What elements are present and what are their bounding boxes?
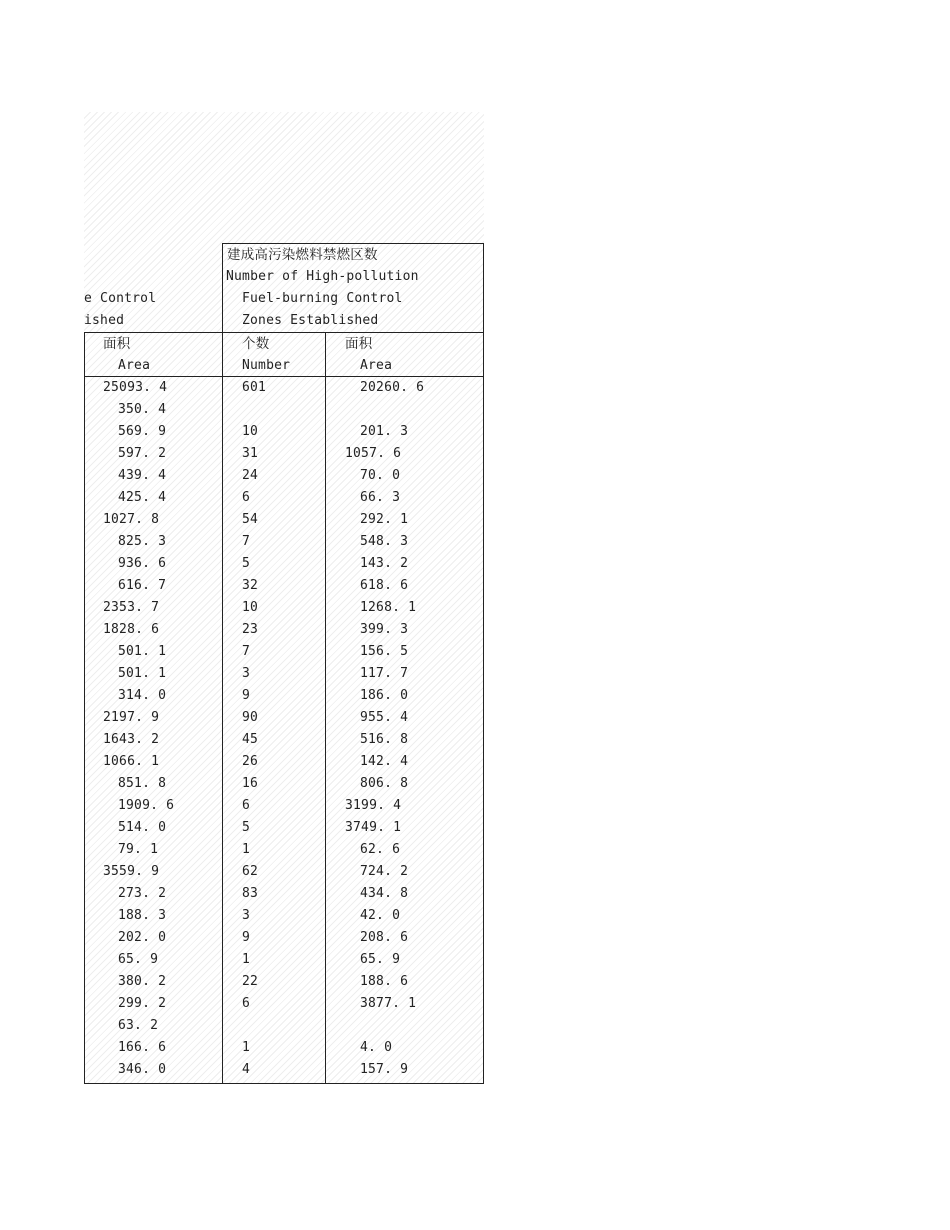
row-area-cell: 1828. 6 [103, 622, 160, 637]
row-area2-cell: 3877. 1 [360, 996, 417, 1011]
row-area2-cell: 208. 6 [360, 930, 409, 945]
group-title-en-1: Number of High-pollution [226, 269, 419, 284]
row-area2-cell: 142. 4 [360, 754, 409, 769]
row-area2-cell: 3199. 4 [345, 798, 402, 813]
row-number-cell: 10 [242, 424, 259, 439]
header-divider [84, 332, 484, 333]
area2-header-cn: 面积 [345, 336, 373, 352]
row-area2-cell: 955. 4 [360, 710, 409, 725]
row-number-cell: 6 [242, 798, 251, 813]
row-number-cell: 1 [242, 952, 251, 967]
row-number-cell: 45 [242, 732, 259, 747]
row-area2-cell: 806. 8 [360, 776, 409, 791]
row-number-cell: 62 [242, 864, 259, 879]
row-number-cell: 7 [242, 644, 251, 659]
row-number-cell: 1 [242, 842, 251, 857]
row-area2-cell: 188. 6 [360, 974, 409, 989]
row-number-cell: 10 [242, 600, 259, 615]
group-title-en-3: Zones Established [242, 313, 379, 328]
row-area2-cell: 65. 9 [360, 952, 401, 967]
table-right-border [483, 243, 484, 1084]
row-area2-cell: 117. 7 [360, 666, 409, 681]
area-header-en: Area [118, 358, 151, 373]
row-area-cell: 597. 2 [118, 446, 167, 461]
number-header-cn: 个数 [242, 336, 270, 352]
row-area-cell: 79. 1 [118, 842, 159, 857]
row-area2-cell: 399. 3 [360, 622, 409, 637]
row-number-cell: 3 [242, 666, 251, 681]
row-area2-cell: 4. 0 [360, 1040, 393, 1055]
row-area-cell: 1027. 8 [103, 512, 160, 527]
row-area-cell: 314. 0 [118, 688, 167, 703]
row-area-cell: 1643. 2 [103, 732, 160, 747]
row-area-cell: 188. 3 [118, 908, 167, 923]
row-area-cell: 2197. 9 [103, 710, 160, 725]
row-area-cell: 616. 7 [118, 578, 167, 593]
row-area2-cell: 434. 8 [360, 886, 409, 901]
row-number-cell: 83 [242, 886, 259, 901]
row-area-cell: 380. 2 [118, 974, 167, 989]
row-number-cell: 9 [242, 930, 251, 945]
row-number-cell: 5 [242, 820, 251, 835]
row-number-cell: 22 [242, 974, 259, 989]
row-area-cell: 501. 1 [118, 666, 167, 681]
row-area-cell: 65. 9 [118, 952, 159, 967]
row-area2-cell: 70. 0 [360, 468, 401, 483]
area2-header-en: Area [360, 358, 393, 373]
row-area2-cell: 292. 1 [360, 512, 409, 527]
row-number-cell: 3 [242, 908, 251, 923]
row-area-cell: 825. 3 [118, 534, 167, 549]
row-number-cell: 5 [242, 556, 251, 571]
left-header-line1: e Control [84, 291, 157, 306]
row-number-cell: 7 [242, 534, 251, 549]
row-area2-cell: 516. 8 [360, 732, 409, 747]
row-number-cell: 31 [242, 446, 259, 461]
row-area-cell: 1909. 6 [118, 798, 175, 813]
row-area2-cell: 724. 2 [360, 864, 409, 879]
statistics-table [84, 243, 484, 1084]
row-area-cell: 439. 4 [118, 468, 167, 483]
table-bottom-border [84, 1083, 484, 1084]
row-area2-cell: 157. 9 [360, 1062, 409, 1077]
row-area2-cell: 1057. 6 [345, 446, 402, 461]
area-header-cn: 面积 [103, 336, 131, 352]
row-area-cell: 1066. 1 [103, 754, 160, 769]
row-area-cell: 299. 2 [118, 996, 167, 1011]
table-left-border [84, 332, 85, 1084]
row-area2-cell: 62. 6 [360, 842, 401, 857]
row-number-cell: 23 [242, 622, 259, 637]
row-area-cell: 273. 2 [118, 886, 167, 901]
row-area-cell: 851. 8 [118, 776, 167, 791]
row-area-cell: 166. 6 [118, 1040, 167, 1055]
group-divider [222, 243, 223, 1084]
number-header-en: Number [242, 358, 291, 373]
row-area2-cell: 42. 0 [360, 908, 401, 923]
row-area2-cell: 20260. 6 [360, 380, 425, 395]
row-number-cell: 1 [242, 1040, 251, 1055]
row-area2-cell: 618. 6 [360, 578, 409, 593]
row-number-cell: 54 [242, 512, 259, 527]
row-area-cell: 936. 6 [118, 556, 167, 571]
left-header-line2: ished [84, 313, 125, 328]
row-number-cell: 32 [242, 578, 259, 593]
row-area2-cell: 3749. 1 [345, 820, 402, 835]
row-area-cell: 25093. 4 [103, 380, 168, 395]
row-number-cell: 4 [242, 1062, 251, 1077]
row-area2-cell: 186. 0 [360, 688, 409, 703]
group-title-cn: 建成高污染燃料禁燃区数 [227, 247, 378, 263]
group-title-en-2: Fuel-burning Control [242, 291, 403, 306]
row-number-cell: 601 [242, 380, 267, 395]
row-area-cell: 2353. 7 [103, 600, 160, 615]
row-area2-cell: 66. 3 [360, 490, 401, 505]
row-area-cell: 514. 0 [118, 820, 167, 835]
row-area2-cell: 143. 2 [360, 556, 409, 571]
row-area-cell: 202. 0 [118, 930, 167, 945]
row-number-cell: 6 [242, 996, 251, 1011]
row-area-cell: 425. 4 [118, 490, 167, 505]
row-area-cell: 346. 0 [118, 1062, 167, 1077]
row-area2-cell: 156. 5 [360, 644, 409, 659]
number-area-divider [325, 332, 326, 1084]
row-number-cell: 6 [242, 490, 251, 505]
row-number-cell: 24 [242, 468, 259, 483]
row-area-cell: 350. 4 [118, 402, 167, 417]
row-number-cell: 9 [242, 688, 251, 703]
row-area-cell: 3559. 9 [103, 864, 160, 879]
row-area-cell: 501. 1 [118, 644, 167, 659]
row-area2-cell: 548. 3 [360, 534, 409, 549]
row-number-cell: 26 [242, 754, 259, 769]
row-area2-cell: 201. 3 [360, 424, 409, 439]
row-area-cell: 569. 9 [118, 424, 167, 439]
row-number-cell: 16 [242, 776, 259, 791]
row-area2-cell: 1268. 1 [360, 600, 417, 615]
row-number-cell: 90 [242, 710, 259, 725]
row-area-cell: 63. 2 [118, 1018, 159, 1033]
